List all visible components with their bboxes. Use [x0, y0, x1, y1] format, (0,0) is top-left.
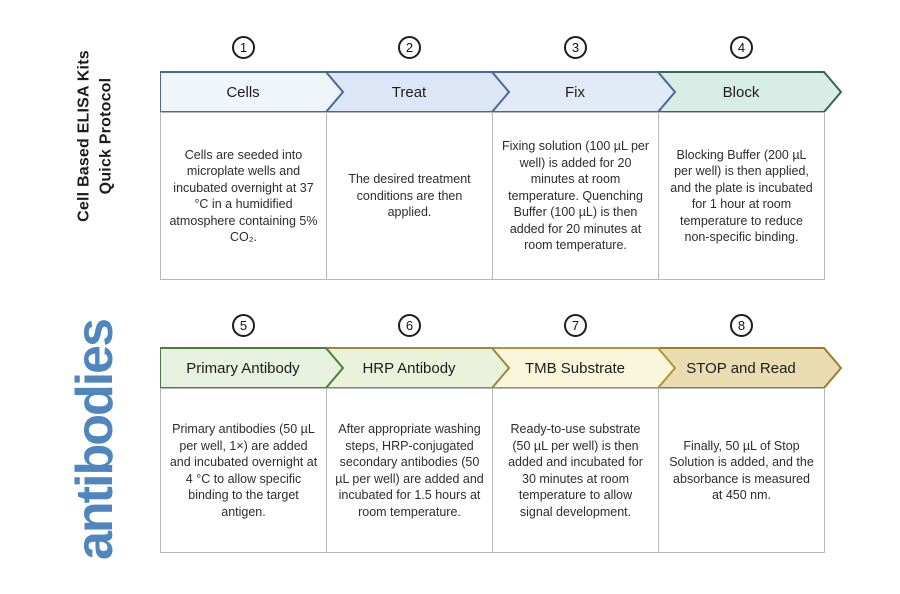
step-number-1: 1: [239, 40, 248, 55]
step-description-4: Blocking Buffer (200 µL per well) is then applied, and the plate is incubated for 1 hour at room temperature to reduce non-specific binding.: [670, 147, 813, 244]
step-number-4: 4: [737, 40, 746, 55]
step-description-8: Finally, 50 µL of Stop Solution is added, and the absorbance is measured at 450 nm.: [669, 438, 814, 502]
step-label-primary-antibody: Primary Antibody: [186, 360, 300, 377]
step-description-7: Ready-to-use substrate (50 µL per well) is then added and incubated for 30 minutes at room temperature to allow signal development.: [508, 422, 643, 519]
step-number-badge-6: [398, 314, 421, 337]
step-description-box-1: [160, 112, 327, 280]
step-number-badge-3: [564, 36, 587, 59]
step-number-5: 5: [239, 318, 248, 333]
step-description-2: The desired treatment conditions are then applied.: [348, 172, 471, 220]
step-number-badge-7: [564, 314, 587, 337]
step-description-box-5: [160, 388, 327, 553]
step-label-stop-and-read: STOP and Read: [686, 360, 796, 377]
step-number-3: 3: [571, 40, 580, 55]
step-description-3: Fixing solution (100 µL per well) is added for 20 minutes at room temperature. Quenching Buffer (100 µL) is then added for 20 minutes at room temperature.: [501, 139, 650, 253]
page-title: [73, 42, 119, 231]
step-number-badge-2: [398, 36, 421, 59]
step-number-6: 6: [405, 318, 414, 333]
step-description-box-8: [658, 388, 825, 553]
step-number-badge-8: [730, 314, 753, 337]
step-number-badge-1: [232, 36, 255, 59]
arrow-row-2: [160, 347, 844, 389]
step-description-box-4: [658, 112, 825, 280]
brand-logo: [52, 245, 137, 560]
step-description-6: After appropriate washing steps, HRP-conjugated secondary antibodies (50 µL per well) are added and incubated for 1.5 hours at room temperature.: [335, 422, 484, 519]
step-label-block: Block: [722, 84, 760, 101]
page-title-line1: Cell Based ELISA Kits: [75, 50, 93, 222]
step-label-tmb-substrate: TMB Substrate: [524, 360, 626, 377]
step-number-7: 7: [571, 318, 580, 333]
step-number-8: 8: [737, 318, 746, 333]
step-number-2: 2: [405, 40, 414, 55]
step-description-1: Cells are seeded into microplate wells and incubated overnight at 37 °C in a humidified atmosphere containing 5% CO₂.: [169, 147, 318, 244]
step-label-fix: Fix: [565, 84, 585, 101]
step-number-badge-4: [730, 36, 753, 59]
step-label-treat: Treat: [391, 84, 427, 101]
step-description-box-7: [492, 388, 659, 553]
step-description-5: Primary antibodies (50 µL per well, 1×) are added and incubated overnight at 4 °C to allow specific binding to the target antigen.: [169, 422, 318, 519]
step-description-box-3: [492, 112, 659, 280]
page-title-line2: Quick Protocol: [97, 77, 115, 195]
step-label-cells: Cells: [226, 84, 260, 101]
step-description-box-2: [326, 112, 493, 280]
arrow-row-1: [160, 71, 844, 113]
step-label-hrp-antibody: HRP Antibody: [362, 360, 456, 377]
step-description-box-6: [326, 388, 493, 553]
brand-logo-text: antibodies: [65, 319, 124, 560]
step-number-badge-5: [232, 314, 255, 337]
